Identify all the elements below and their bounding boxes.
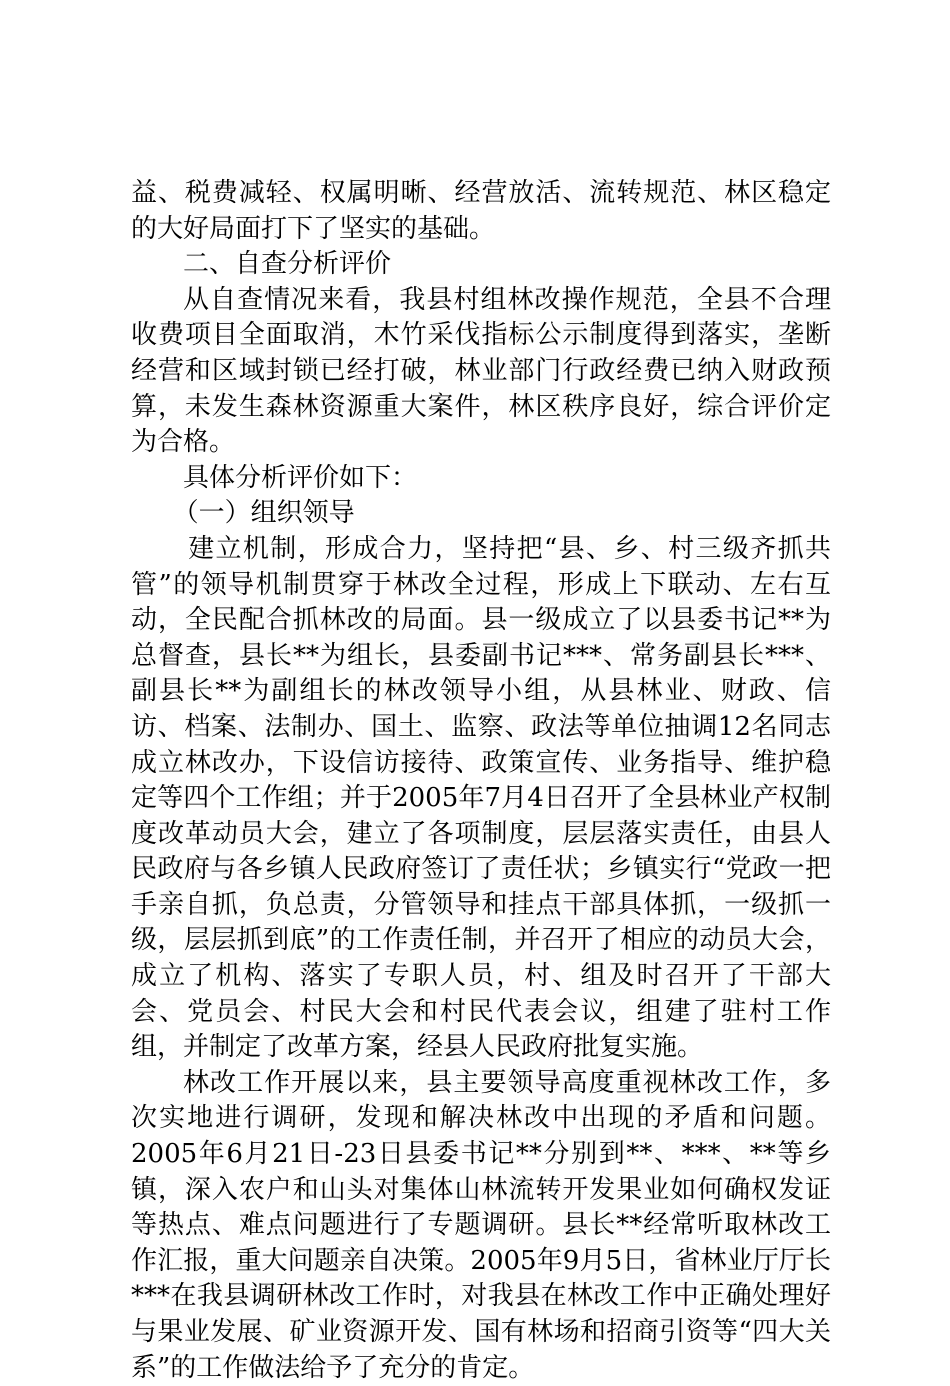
paragraph-continuation: 益、税费减轻、权属明晰、经营放活、流转规范、林区稳定的大好局面打下了坚实的基础。	[131, 178, 831, 244]
paragraph-self-check-summary: 从自查情况来看，我县村组林改操作规范，全县不合理收费项目全面取消，木竹采伐指标公示制度得到落实，垄断经营和区域封锁已经打破，林业部门行政经费已纳入财政预算，未发生森林资源重大案件，林区秩序良好，综合评价定为合格。	[131, 284, 831, 458]
paragraph-analysis-intro: 具体分析评价如下：	[183, 462, 418, 493]
section-heading-self-check-analysis: 二、自查分析评价	[183, 249, 392, 280]
subsection-heading-organization-leadership: （一）组织领导	[172, 498, 355, 529]
document-body	[131, 176, 831, 1386]
paragraph-leadership-research: 林改工作开展以来，县主要领导高度重视林改工作，多次实地进行调研，发现和解决林改中出现的矛盾和问题。2005年6月21日-23日县委书记**分别到**、***、**等乡镇，深入农户和山头对集体山林流转开发果业如何确权发证等热点、难点问题进行了专题调研。县长**经常听取林改工作汇报，重大问题亲自决策。2005年9月5日，省林业厅厅长***在我县调研林改工作时，对我县在林改工作中正确处理好与果业发展、矿业资源开发、国有林场和招商引资等“四大关系”的工作做法给予了充分的肯定。	[131, 1067, 831, 1383]
paragraph-mechanism: 建立机制，形成合力，坚持把“县、乡、村三级齐抓共管”的领导机制贯穿于林改全过程，形成上下联动、左右互动，全民配合抓林改的局面。县一级成立了以县委书记**为总督查，县长**为组长，县委副书记***、常务副县长***、副县长**为副组长的林改领导小组，从县林业、财政、信访、档案、法制办、国土、监察、政法等单位抽调12名同志成立林改办，下设信访接待、政策宣传、业务指导、维护稳定等四个工作组；并于2005年7月4日召开了全县林业产权制度改革动员大会，建立了各项制度，层层落实责任，由县人民政府与各乡镇人民政府签订了责任状；乡镇实行“党政一把手亲自抓，负总责，分管领导和挂点干部具体抓，一级抓一级，层层抓到底”的工作责任制，并召开了相应的动员大会，成立了机构、落实了专职人员，村、组及时召开了干部大会、党员会、村民大会和村民代表会议，组建了驻村工作组，并制定了改革方案，经县人民政府批复实施。	[131, 533, 831, 1063]
